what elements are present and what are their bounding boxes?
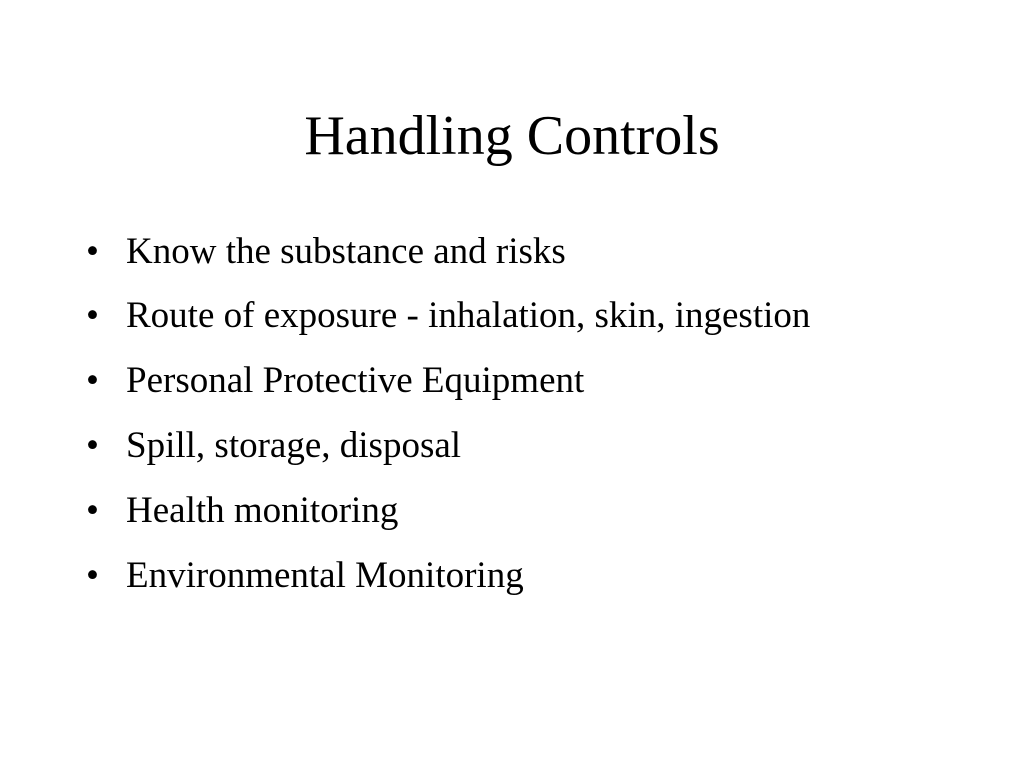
bullet-text: Personal Protective Equipment [126, 360, 585, 401]
list-item [86, 419, 906, 472]
slide-title: Handling Controls [304, 105, 720, 167]
bullet-icon: • [86, 555, 99, 596]
bullet-text: Know the substance and risks [126, 231, 566, 272]
bullet-icon: • [86, 231, 99, 272]
bullet-icon: • [86, 425, 99, 466]
bullet-text: Environmental Monitoring [126, 555, 524, 596]
list-item [86, 290, 906, 342]
list-item [86, 225, 906, 278]
bullet-icon: • [86, 295, 99, 336]
bullet-list [86, 225, 906, 614]
bullet-text: Route of exposure - inhalation, skin, ingestion [126, 295, 811, 336]
list-item [86, 549, 906, 602]
list-item [86, 484, 906, 537]
bullet-icon: • [86, 360, 99, 401]
bullet-text: Spill, storage, disposal [126, 425, 462, 466]
bullet-icon: • [86, 490, 99, 531]
list-item [86, 354, 906, 407]
bullet-text: Health monitoring [126, 490, 399, 531]
